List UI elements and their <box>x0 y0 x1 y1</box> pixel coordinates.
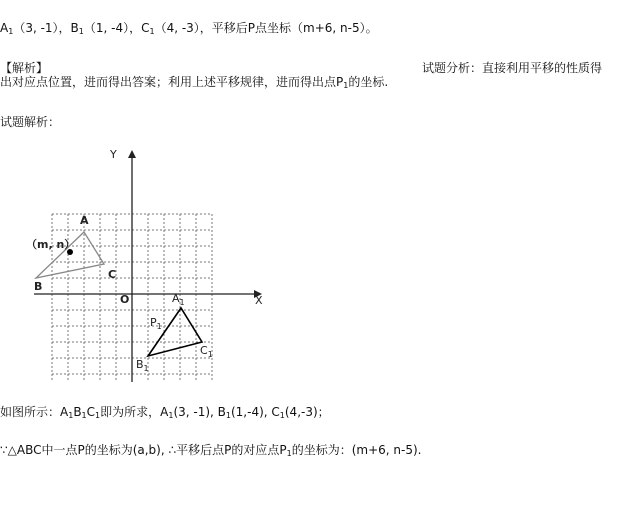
point-a1-letter: A <box>172 292 180 305</box>
subscript: 1 <box>78 27 84 36</box>
x-axis-label: X <box>255 294 263 307</box>
result-text: (1,-4), C <box>230 405 280 419</box>
subscript: 1 <box>279 411 285 420</box>
analysis-text-main: 出对应点位置，进而得出答案；利用上述平移规律，进而得出点P <box>0 75 344 89</box>
result-line <box>0 404 330 424</box>
result-text: (3, -1), B <box>173 405 226 419</box>
point-c-label: C <box>108 268 117 281</box>
point-p1-subscript: 1 <box>156 322 162 331</box>
solution-heading: 试题解析： <box>0 115 61 129</box>
result-text: B <box>73 405 82 419</box>
point-a-label: A <box>80 214 89 227</box>
point-p1-label <box>150 316 162 331</box>
subscript: 1 <box>68 411 74 420</box>
point-b-label: B <box>34 280 43 293</box>
analysis-heading: 【解析】 <box>0 61 49 75</box>
subscript: 1 <box>286 449 292 458</box>
y-axis-arrow-icon <box>128 150 136 158</box>
a1-coords: （3, -1），B <box>13 21 79 35</box>
analysis-text-end: 的坐标. <box>348 75 389 89</box>
answer-line <box>0 20 378 40</box>
a1-label: A <box>0 21 9 35</box>
coordinate-figure <box>0 140 280 390</box>
conclusion-text: 的坐标为：(m+6, n-5). <box>291 443 422 457</box>
subscript: 1 <box>225 411 231 420</box>
point-p1-letter: P <box>150 316 157 329</box>
point-c1-letter: C <box>200 344 208 357</box>
point-b1-letter: B <box>136 358 144 371</box>
y-axis-label: Y <box>110 148 117 161</box>
conclusion-text: ∵△ABC中一点P的坐标为(a,b), ∴平移后点P的对应点P <box>0 443 287 457</box>
point-mn-label: （m, n） <box>26 238 76 251</box>
conclusion-line <box>0 442 421 462</box>
result-text: 如图所示：A <box>0 405 69 419</box>
result-text: C <box>86 405 96 419</box>
subscript: 1 <box>95 411 101 420</box>
point-c1-label <box>200 344 213 359</box>
subscript: 1 <box>168 411 174 420</box>
c1-coords: （4, -3），平移后P点坐标（m+6, n-5）。 <box>154 21 378 35</box>
b1-coords: （1, -4），C <box>83 21 150 35</box>
point-a1-subscript: 1 <box>179 298 185 307</box>
analysis-intro: 试题分析：直接利用平移的性质得 <box>422 61 603 75</box>
point-b1-label <box>136 358 149 373</box>
result-text: 即为所求，A <box>100 405 169 419</box>
subscript: 1 <box>149 27 155 36</box>
analysis-text <box>0 74 388 94</box>
subscript: 1 <box>81 411 87 420</box>
subscript: 1 <box>343 81 349 90</box>
point-c1-subscript: 1 <box>207 350 213 359</box>
point-b1-subscript: 1 <box>143 364 149 373</box>
result-text: (4,-3)； <box>284 405 330 419</box>
subscript: 1 <box>8 27 14 36</box>
origin-label: O <box>120 293 130 306</box>
